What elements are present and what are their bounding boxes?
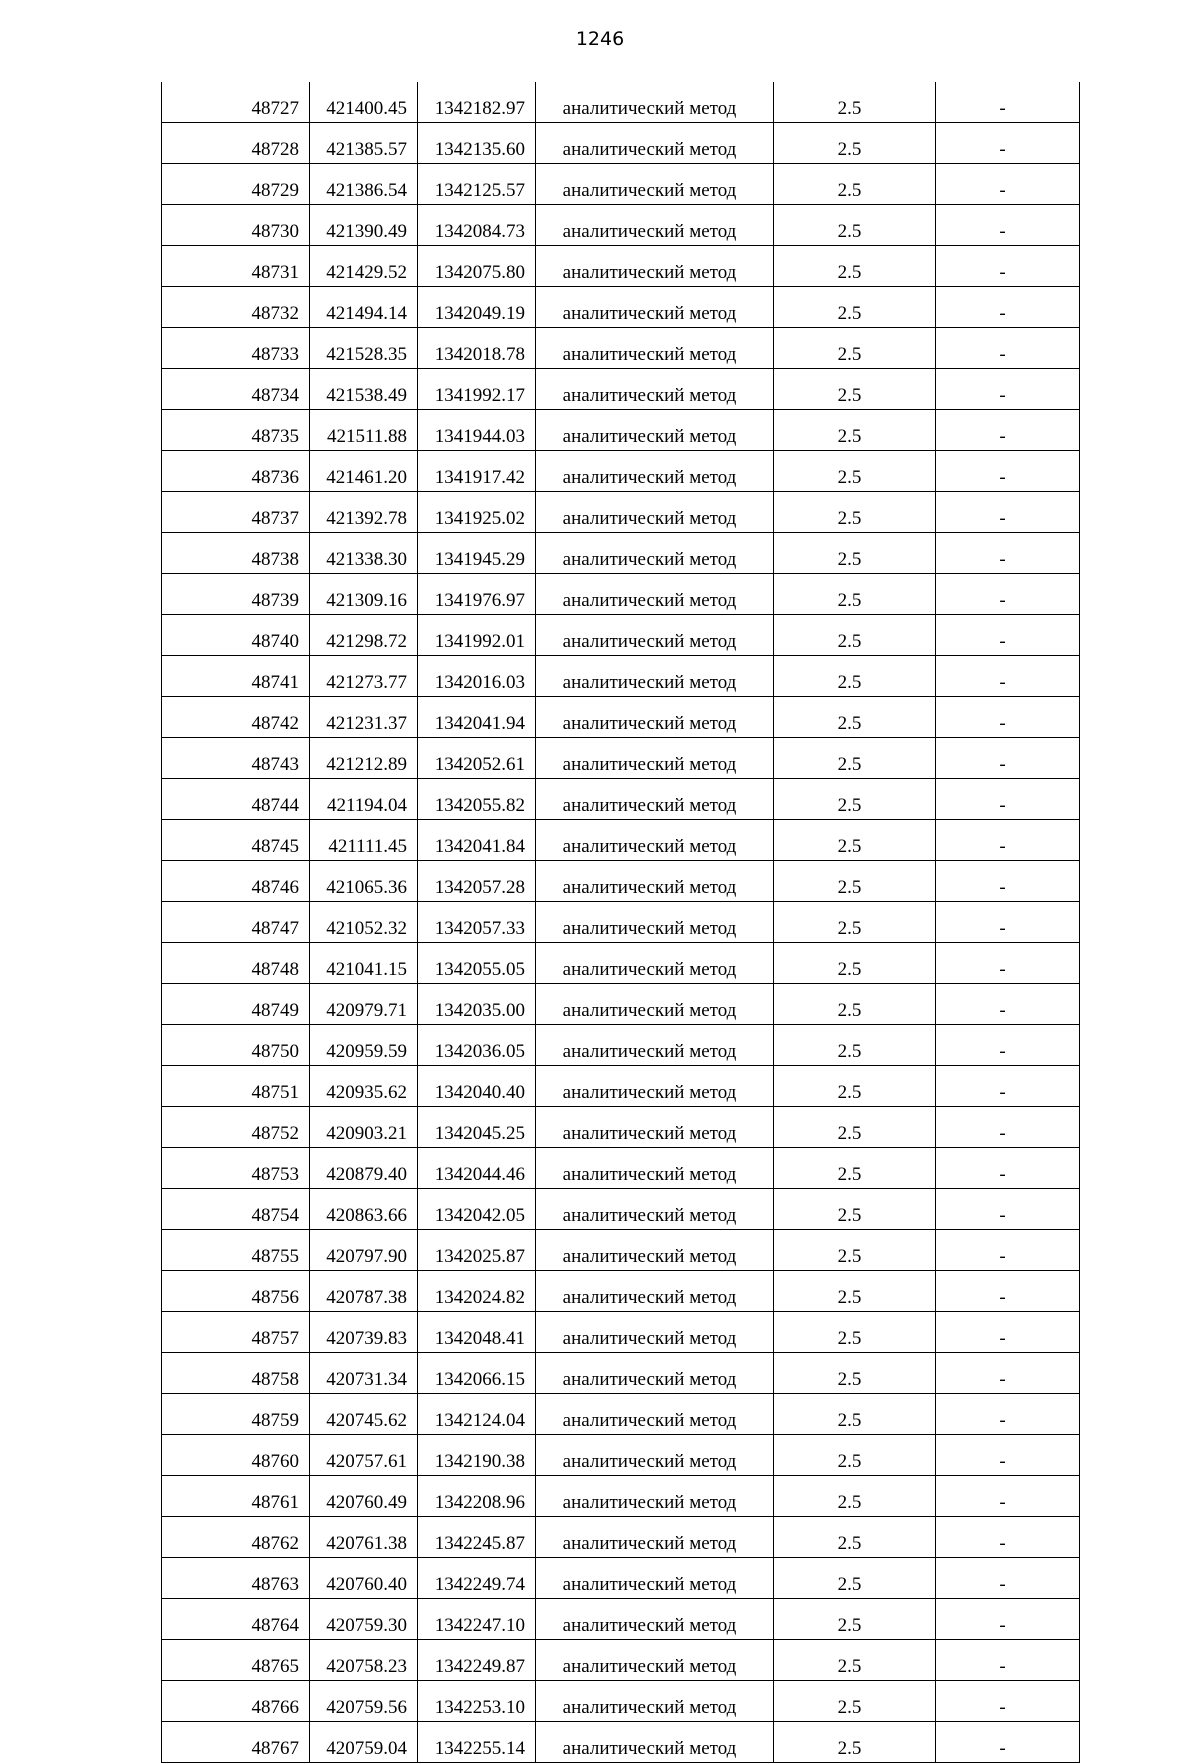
x-coordinate-cell: 421429.52 — [310, 246, 418, 287]
x-coordinate-cell: 420759.56 — [310, 1681, 418, 1722]
precision-cell: 2.5 — [774, 410, 936, 451]
note-cell: - — [936, 1599, 1080, 1640]
point-number-cell: 48733 — [162, 328, 310, 369]
point-number-cell: 48731 — [162, 246, 310, 287]
y-coordinate-cell: 1342084.73 — [418, 205, 536, 246]
method-cell: аналитический метод — [536, 1148, 774, 1189]
precision-cell: 2.5 — [774, 451, 936, 492]
precision-cell: 2.5 — [774, 1681, 936, 1722]
precision-cell: 2.5 — [774, 574, 936, 615]
point-number-cell: 48757 — [162, 1312, 310, 1353]
point-number-cell: 48766 — [162, 1681, 310, 1722]
precision-cell: 2.5 — [774, 1394, 936, 1435]
precision-cell: 2.5 — [774, 1271, 936, 1312]
method-cell: аналитический метод — [536, 1558, 774, 1599]
x-coordinate-cell: 421511.88 — [310, 410, 418, 451]
point-number-cell: 48762 — [162, 1517, 310, 1558]
method-cell: аналитический метод — [536, 615, 774, 656]
point-number-cell: 48749 — [162, 984, 310, 1025]
y-coordinate-cell: 1342208.96 — [418, 1476, 536, 1517]
method-cell: аналитический метод — [536, 574, 774, 615]
table-row — [162, 1558, 1080, 1599]
table-row — [162, 697, 1080, 738]
y-coordinate-cell: 1342041.94 — [418, 697, 536, 738]
method-cell: аналитический метод — [536, 1517, 774, 1558]
x-coordinate-cell: 421385.57 — [310, 123, 418, 164]
method-cell: аналитический метод — [536, 1681, 774, 1722]
y-coordinate-cell: 1341917.42 — [418, 451, 536, 492]
point-number-cell: 48737 — [162, 492, 310, 533]
precision-cell: 2.5 — [774, 615, 936, 656]
y-coordinate-cell: 1342035.00 — [418, 984, 536, 1025]
y-coordinate-cell: 1342249.87 — [418, 1640, 536, 1681]
method-cell: аналитический метод — [536, 1312, 774, 1353]
note-cell: - — [936, 533, 1080, 574]
table-row — [162, 1312, 1080, 1353]
precision-cell: 2.5 — [774, 205, 936, 246]
table-row — [162, 574, 1080, 615]
table-row — [162, 1599, 1080, 1640]
x-coordinate-cell: 421494.14 — [310, 287, 418, 328]
x-coordinate-cell: 421538.49 — [310, 369, 418, 410]
x-coordinate-cell: 421392.78 — [310, 492, 418, 533]
table-row — [162, 287, 1080, 328]
method-cell: аналитический метод — [536, 82, 774, 123]
method-cell: аналитический метод — [536, 1025, 774, 1066]
note-cell: - — [936, 1353, 1080, 1394]
table-row — [162, 369, 1080, 410]
y-coordinate-cell: 1342045.25 — [418, 1107, 536, 1148]
note-cell: - — [936, 1312, 1080, 1353]
table-row — [162, 246, 1080, 287]
x-coordinate-cell: 421461.20 — [310, 451, 418, 492]
table-row — [162, 328, 1080, 369]
precision-cell: 2.5 — [774, 123, 936, 164]
note-cell: - — [936, 779, 1080, 820]
y-coordinate-cell: 1342255.14 — [418, 1722, 536, 1763]
point-number-cell: 48744 — [162, 779, 310, 820]
x-coordinate-cell: 420879.40 — [310, 1148, 418, 1189]
note-cell: - — [936, 1025, 1080, 1066]
table-row — [162, 779, 1080, 820]
note-cell: - — [936, 1148, 1080, 1189]
x-coordinate-cell: 421309.16 — [310, 574, 418, 615]
point-number-cell: 48750 — [162, 1025, 310, 1066]
y-coordinate-cell: 1342182.97 — [418, 82, 536, 123]
method-cell: аналитический метод — [536, 779, 774, 820]
note-cell: - — [936, 492, 1080, 533]
table-row — [162, 902, 1080, 943]
note-cell: - — [936, 164, 1080, 205]
precision-cell: 2.5 — [774, 328, 936, 369]
y-coordinate-cell: 1342066.15 — [418, 1353, 536, 1394]
point-number-cell: 48760 — [162, 1435, 310, 1476]
point-number-cell: 48742 — [162, 697, 310, 738]
method-cell: аналитический метод — [536, 492, 774, 533]
table-row — [162, 533, 1080, 574]
point-number-cell: 48752 — [162, 1107, 310, 1148]
table-row — [162, 1394, 1080, 1435]
y-coordinate-cell: 1342055.82 — [418, 779, 536, 820]
note-cell: - — [936, 246, 1080, 287]
point-number-cell: 48745 — [162, 820, 310, 861]
y-coordinate-cell: 1342190.38 — [418, 1435, 536, 1476]
table-row — [162, 1640, 1080, 1681]
x-coordinate-cell: 420759.04 — [310, 1722, 418, 1763]
y-coordinate-cell: 1341925.02 — [418, 492, 536, 533]
table-row — [162, 1189, 1080, 1230]
x-coordinate-cell: 420739.83 — [310, 1312, 418, 1353]
table-row — [162, 410, 1080, 451]
point-number-cell: 48740 — [162, 615, 310, 656]
y-coordinate-cell: 1342018.78 — [418, 328, 536, 369]
note-cell: - — [936, 1189, 1080, 1230]
x-coordinate-cell: 421065.36 — [310, 861, 418, 902]
y-coordinate-cell: 1342040.40 — [418, 1066, 536, 1107]
y-coordinate-cell: 1342036.05 — [418, 1025, 536, 1066]
precision-cell: 2.5 — [774, 656, 936, 697]
precision-cell: 2.5 — [774, 1476, 936, 1517]
x-coordinate-cell: 420760.49 — [310, 1476, 418, 1517]
note-cell: - — [936, 574, 1080, 615]
precision-cell: 2.5 — [774, 1640, 936, 1681]
precision-cell: 2.5 — [774, 861, 936, 902]
note-cell: - — [936, 1640, 1080, 1681]
y-coordinate-cell: 1341976.97 — [418, 574, 536, 615]
note-cell: - — [936, 1271, 1080, 1312]
y-coordinate-cell: 1342025.87 — [418, 1230, 536, 1271]
precision-cell: 2.5 — [774, 82, 936, 123]
precision-cell: 2.5 — [774, 943, 936, 984]
y-coordinate-cell: 1341945.29 — [418, 533, 536, 574]
y-coordinate-cell: 1342249.74 — [418, 1558, 536, 1599]
point-number-cell: 48747 — [162, 902, 310, 943]
table-row — [162, 1148, 1080, 1189]
method-cell: аналитический метод — [536, 1353, 774, 1394]
point-number-cell: 48729 — [162, 164, 310, 205]
table-row — [162, 164, 1080, 205]
point-number-cell: 48739 — [162, 574, 310, 615]
point-number-cell: 48732 — [162, 287, 310, 328]
method-cell: аналитический метод — [536, 697, 774, 738]
x-coordinate-cell: 420761.38 — [310, 1517, 418, 1558]
point-number-cell: 48753 — [162, 1148, 310, 1189]
method-cell: аналитический метод — [536, 656, 774, 697]
y-coordinate-cell: 1342042.05 — [418, 1189, 536, 1230]
x-coordinate-cell: 421041.15 — [310, 943, 418, 984]
note-cell: - — [936, 738, 1080, 779]
point-number-cell: 48727 — [162, 82, 310, 123]
table-row — [162, 1681, 1080, 1722]
y-coordinate-cell: 1342024.82 — [418, 1271, 536, 1312]
point-number-cell: 48736 — [162, 451, 310, 492]
precision-cell: 2.5 — [774, 1558, 936, 1599]
point-number-cell: 48761 — [162, 1476, 310, 1517]
precision-cell: 2.5 — [774, 984, 936, 1025]
x-coordinate-cell: 420787.38 — [310, 1271, 418, 1312]
method-cell: аналитический метод — [536, 1640, 774, 1681]
y-coordinate-cell: 1342245.87 — [418, 1517, 536, 1558]
note-cell: - — [936, 820, 1080, 861]
precision-cell: 2.5 — [774, 1722, 936, 1763]
table-row — [162, 861, 1080, 902]
note-cell: - — [936, 902, 1080, 943]
table-row — [162, 1025, 1080, 1066]
note-cell: - — [936, 410, 1080, 451]
method-cell: аналитический метод — [536, 1394, 774, 1435]
x-coordinate-cell: 420903.21 — [310, 1107, 418, 1148]
method-cell: аналитический метод — [536, 205, 774, 246]
note-cell: - — [936, 1476, 1080, 1517]
table-row — [162, 1230, 1080, 1271]
x-coordinate-cell: 420745.62 — [310, 1394, 418, 1435]
y-coordinate-cell: 1342135.60 — [418, 123, 536, 164]
table-row — [162, 82, 1080, 123]
x-coordinate-cell: 421390.49 — [310, 205, 418, 246]
page-number: 1246 — [575, 28, 625, 50]
point-number-cell: 48730 — [162, 205, 310, 246]
method-cell: аналитический метод — [536, 287, 774, 328]
point-number-cell: 48763 — [162, 1558, 310, 1599]
table-row — [162, 1107, 1080, 1148]
table-row — [162, 984, 1080, 1025]
method-cell: аналитический метод — [536, 369, 774, 410]
note-cell: - — [936, 1517, 1080, 1558]
method-cell: аналитический метод — [536, 943, 774, 984]
x-coordinate-cell: 420979.71 — [310, 984, 418, 1025]
method-cell: аналитический метод — [536, 123, 774, 164]
table-row — [162, 1271, 1080, 1312]
point-number-cell: 48751 — [162, 1066, 310, 1107]
point-number-cell: 48743 — [162, 738, 310, 779]
method-cell: аналитический метод — [536, 1066, 774, 1107]
note-cell: - — [936, 861, 1080, 902]
precision-cell: 2.5 — [774, 287, 936, 328]
note-cell: - — [936, 697, 1080, 738]
note-cell: - — [936, 615, 1080, 656]
table-row — [162, 1066, 1080, 1107]
note-cell: - — [936, 451, 1080, 492]
y-coordinate-cell: 1341992.01 — [418, 615, 536, 656]
table-row — [162, 1476, 1080, 1517]
table-row — [162, 943, 1080, 984]
method-cell: аналитический метод — [536, 738, 774, 779]
y-coordinate-cell: 1342057.33 — [418, 902, 536, 943]
y-coordinate-cell: 1342044.46 — [418, 1148, 536, 1189]
point-number-cell: 48735 — [162, 410, 310, 451]
method-cell: аналитический метод — [536, 1189, 774, 1230]
x-coordinate-cell: 421111.45 — [310, 820, 418, 861]
table-row — [162, 820, 1080, 861]
point-number-cell: 48758 — [162, 1353, 310, 1394]
x-coordinate-cell: 420863.66 — [310, 1189, 418, 1230]
method-cell: аналитический метод — [536, 328, 774, 369]
x-coordinate-cell: 420797.90 — [310, 1230, 418, 1271]
method-cell: аналитический метод — [536, 1599, 774, 1640]
x-coordinate-cell: 420759.30 — [310, 1599, 418, 1640]
method-cell: аналитический метод — [536, 984, 774, 1025]
note-cell: - — [936, 984, 1080, 1025]
note-cell: - — [936, 369, 1080, 410]
point-number-cell: 48748 — [162, 943, 310, 984]
table-row — [162, 656, 1080, 697]
table-row — [162, 1517, 1080, 1558]
point-number-cell: 48746 — [162, 861, 310, 902]
x-coordinate-cell: 420760.40 — [310, 1558, 418, 1599]
method-cell: аналитический метод — [536, 1271, 774, 1312]
x-coordinate-cell: 421298.72 — [310, 615, 418, 656]
method-cell: аналитический метод — [536, 410, 774, 451]
y-coordinate-cell: 1341992.17 — [418, 369, 536, 410]
note-cell: - — [936, 1435, 1080, 1476]
table-row — [162, 615, 1080, 656]
method-cell: аналитический метод — [536, 1107, 774, 1148]
precision-cell: 2.5 — [774, 1353, 936, 1394]
note-cell: - — [936, 82, 1080, 123]
precision-cell: 2.5 — [774, 1107, 936, 1148]
x-coordinate-cell: 420758.23 — [310, 1640, 418, 1681]
point-number-cell: 48755 — [162, 1230, 310, 1271]
precision-cell: 2.5 — [774, 492, 936, 533]
precision-cell: 2.5 — [774, 779, 936, 820]
precision-cell: 2.5 — [774, 902, 936, 943]
table-row — [162, 1435, 1080, 1476]
note-cell: - — [936, 1681, 1080, 1722]
method-cell: аналитический метод — [536, 1435, 774, 1476]
x-coordinate-cell: 421194.04 — [310, 779, 418, 820]
precision-cell: 2.5 — [774, 1189, 936, 1230]
precision-cell: 2.5 — [774, 820, 936, 861]
method-cell: аналитический метод — [536, 861, 774, 902]
precision-cell: 2.5 — [774, 164, 936, 205]
x-coordinate-cell: 420731.34 — [310, 1353, 418, 1394]
precision-cell: 2.5 — [774, 1148, 936, 1189]
table-row — [162, 1722, 1080, 1763]
method-cell: аналитический метод — [536, 1230, 774, 1271]
y-coordinate-cell: 1342125.57 — [418, 164, 536, 205]
note-cell: - — [936, 1230, 1080, 1271]
note-cell: - — [936, 656, 1080, 697]
x-coordinate-cell: 421528.35 — [310, 328, 418, 369]
y-coordinate-cell: 1342124.04 — [418, 1394, 536, 1435]
x-coordinate-cell: 421400.45 — [310, 82, 418, 123]
precision-cell: 2.5 — [774, 1435, 936, 1476]
point-number-cell: 48764 — [162, 1599, 310, 1640]
method-cell: аналитический метод — [536, 164, 774, 205]
y-coordinate-cell: 1341944.03 — [418, 410, 536, 451]
y-coordinate-cell: 1342016.03 — [418, 656, 536, 697]
method-cell: аналитический метод — [536, 533, 774, 574]
y-coordinate-cell: 1342057.28 — [418, 861, 536, 902]
point-number-cell: 48738 — [162, 533, 310, 574]
y-coordinate-cell: 1342041.84 — [418, 820, 536, 861]
point-number-cell: 48728 — [162, 123, 310, 164]
point-number-cell: 48756 — [162, 1271, 310, 1312]
precision-cell: 2.5 — [774, 1066, 936, 1107]
table-row — [162, 123, 1080, 164]
precision-cell: 2.5 — [774, 1517, 936, 1558]
coordinates-table-body — [162, 82, 1080, 1763]
note-cell: - — [936, 205, 1080, 246]
precision-cell: 2.5 — [774, 738, 936, 779]
note-cell: - — [936, 1107, 1080, 1148]
method-cell: аналитический метод — [536, 1722, 774, 1763]
table-row — [162, 205, 1080, 246]
note-cell: - — [936, 1558, 1080, 1599]
precision-cell: 2.5 — [774, 1599, 936, 1640]
point-number-cell: 48741 — [162, 656, 310, 697]
x-coordinate-cell: 421386.54 — [310, 164, 418, 205]
y-coordinate-cell: 1342049.19 — [418, 287, 536, 328]
x-coordinate-cell: 420959.59 — [310, 1025, 418, 1066]
precision-cell: 2.5 — [774, 1025, 936, 1066]
table-row — [162, 738, 1080, 779]
y-coordinate-cell: 1342253.10 — [418, 1681, 536, 1722]
method-cell: аналитический метод — [536, 246, 774, 287]
method-cell: аналитический метод — [536, 451, 774, 492]
method-cell: аналитический метод — [536, 820, 774, 861]
precision-cell: 2.5 — [774, 697, 936, 738]
point-number-cell: 48759 — [162, 1394, 310, 1435]
precision-cell: 2.5 — [774, 1312, 936, 1353]
x-coordinate-cell: 420935.62 — [310, 1066, 418, 1107]
x-coordinate-cell: 421273.77 — [310, 656, 418, 697]
point-number-cell: 48767 — [162, 1722, 310, 1763]
method-cell: аналитический метод — [536, 902, 774, 943]
x-coordinate-cell: 421338.30 — [310, 533, 418, 574]
note-cell: - — [936, 328, 1080, 369]
precision-cell: 2.5 — [774, 246, 936, 287]
x-coordinate-cell: 420757.61 — [310, 1435, 418, 1476]
point-number-cell: 48734 — [162, 369, 310, 410]
y-coordinate-cell: 1342055.05 — [418, 943, 536, 984]
method-cell: аналитический метод — [536, 1476, 774, 1517]
table-row — [162, 1353, 1080, 1394]
precision-cell: 2.5 — [774, 1230, 936, 1271]
note-cell: - — [936, 287, 1080, 328]
x-coordinate-cell: 421231.37 — [310, 697, 418, 738]
y-coordinate-cell: 1342048.41 — [418, 1312, 536, 1353]
note-cell: - — [936, 943, 1080, 984]
precision-cell: 2.5 — [774, 533, 936, 574]
table-row — [162, 492, 1080, 533]
point-number-cell: 48754 — [162, 1189, 310, 1230]
point-number-cell: 48765 — [162, 1640, 310, 1681]
note-cell: - — [936, 123, 1080, 164]
y-coordinate-cell: 1342052.61 — [418, 738, 536, 779]
note-cell: - — [936, 1722, 1080, 1763]
note-cell: - — [936, 1066, 1080, 1107]
x-coordinate-cell: 421212.89 — [310, 738, 418, 779]
table-row — [162, 451, 1080, 492]
y-coordinate-cell: 1342247.10 — [418, 1599, 536, 1640]
y-coordinate-cell: 1342075.80 — [418, 246, 536, 287]
note-cell: - — [936, 1394, 1080, 1435]
coordinates-table — [161, 82, 1080, 1763]
precision-cell: 2.5 — [774, 369, 936, 410]
x-coordinate-cell: 421052.32 — [310, 902, 418, 943]
